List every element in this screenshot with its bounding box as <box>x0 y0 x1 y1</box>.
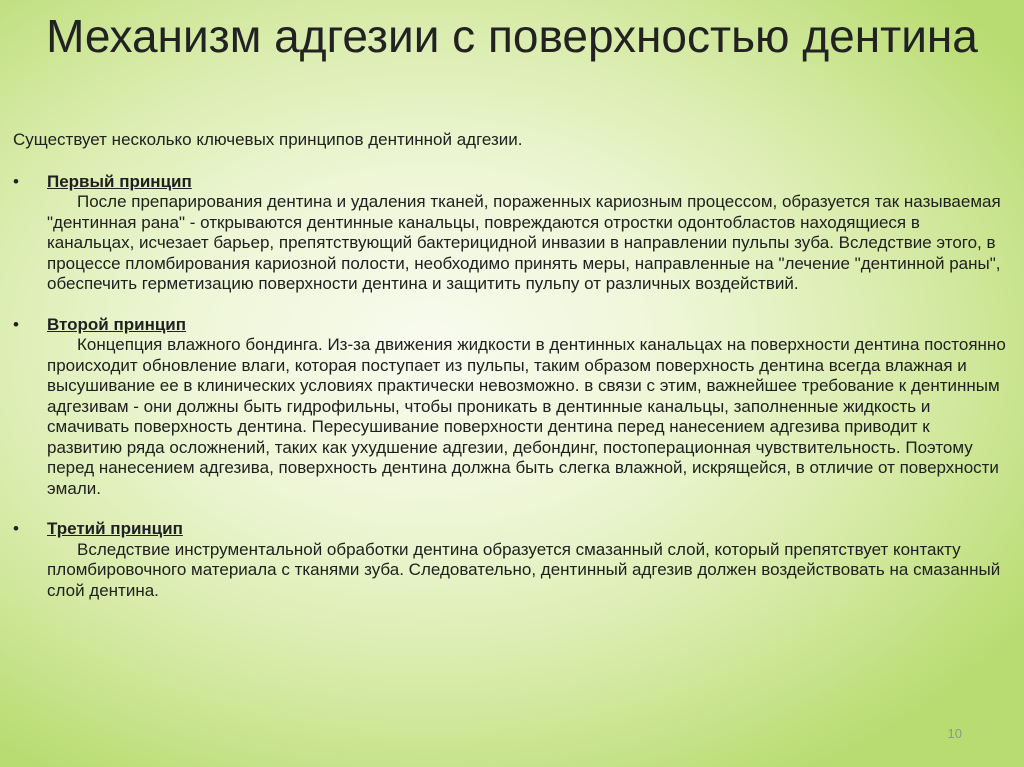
principle-item-3 <box>13 519 1008 601</box>
principle-item-1 <box>13 172 1008 295</box>
principle-heading: Третий принцип <box>47 519 183 538</box>
bullet-icon: • <box>13 314 19 334</box>
slide-title: Механизм адгезии с поверхностью дентина <box>46 10 978 62</box>
principle-text: Концепция влажного бондинга. Из-за движения жидкости в дентинных канальцах на поверхности дентина постоянно происходит обновление влаги, которая поступает из пульпы, таким образом поверхность дентина всегда влажная и высушивание ее в клинических условиях практически невозможно. в связи с этим, важнейшее требование к дентинным адгезивам - они должны быть гидрофильны, чтобы проникать в дентинные канальцы, заполненные жидкость и смачивать поверхность дентина. Пересушивание поверхности дентина перед нанесением адгезива приводит к развитию ряда осложнений, таких как ухудшение адгезии, дебондинг, постоперационная чувствительность. Поэтому перед нанесением адгезива, поверхность дентина должна быть слегка влажной, искрящейся, в отличие от поверхности эмали. <box>47 335 1006 498</box>
intro-text: Существует несколько ключевых принципов дентинной адгезии. <box>13 130 523 149</box>
principle-heading: Первый принцип <box>47 171 192 191</box>
slide-body <box>13 130 1008 621</box>
bullet-icon: • <box>13 171 19 191</box>
principle-heading: Второй принцип <box>47 314 187 334</box>
page-number: 10 <box>947 726 962 741</box>
principle-text: Вследствие инструментальной обработки дентина образуется смазанный слой, который препятствует контакту пломбировочного материала с тканями зуба. Следовательно, дентинный адгезив должен воздействовать на смазанный слой дентина. <box>47 539 1001 600</box>
bullet-icon: • <box>13 519 19 538</box>
principle-item-2 <box>13 315 1008 500</box>
principle-text: После препарирования дентина и удаления тканей, пораженных кариозным процессом, образуется так называемая "дентинная рана" - открываются дентинные канальцы, повреждаются отростки одонтобластов находящиеся в канальцах, исчезает барьер, препятствующий бактерицидной инвазии в направлении пульпы зуба. Вследствие этого, в процессе пломбирования кариозной полости, необходимо принять меры, направленные на "лечение "дентинной раны", обеспечить герметизацию поверхности дентина и защитить пульпу от различных воздействий. <box>47 192 1001 293</box>
